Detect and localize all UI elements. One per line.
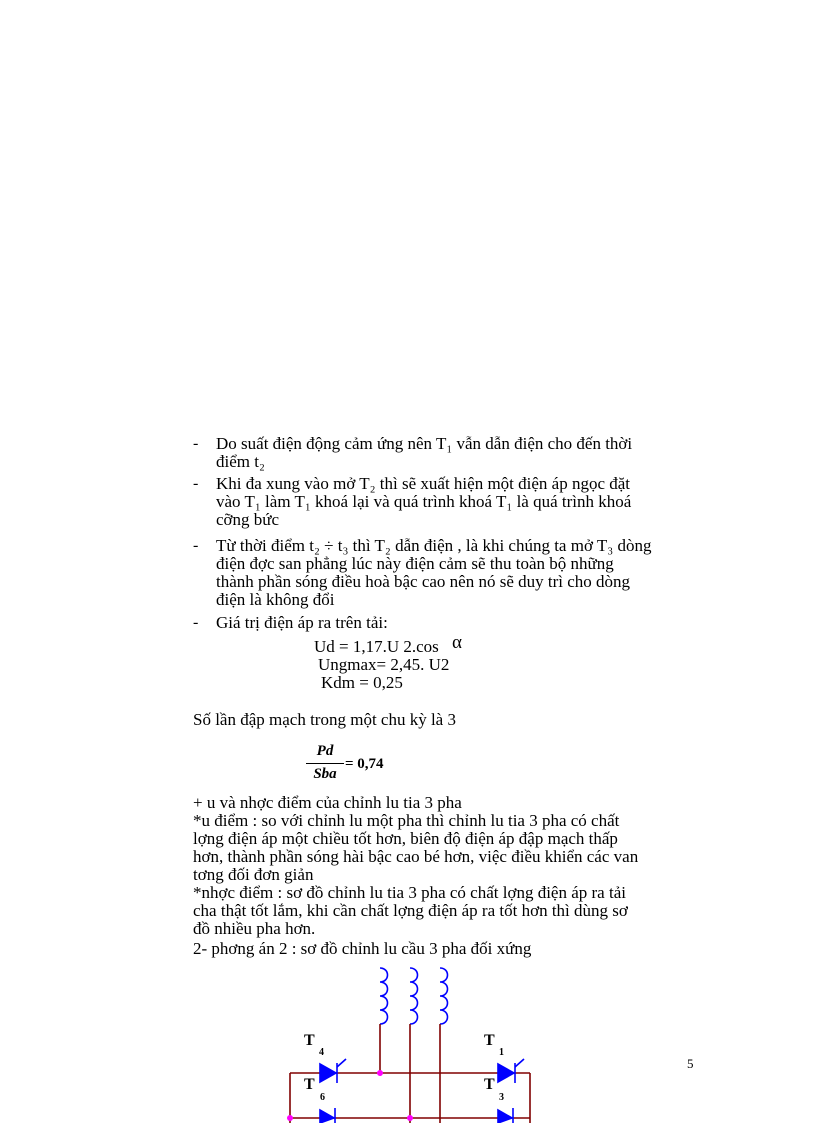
ratio-numerator: Pd xyxy=(316,743,334,759)
label-t6-sub: 6 xyxy=(320,1092,325,1103)
bullet-2-line-1: Khi đa xung vào mở T₂ thì sẽ xuất hiện một điện áp ngọc đặt xyxy=(216,474,631,493)
coil-phase-a xyxy=(380,968,388,1024)
bullet-2-line-2: vào T₁ làm T₁ khoá lại và quá trình khoá T₁ là quá trình khoá xyxy=(216,492,632,511)
thyristor-t3 xyxy=(498,1108,513,1123)
bullet-1-line-1: Do suất điện động cảm ứng nên T₁ vẫn dẫn điện cho đến thời xyxy=(216,434,633,453)
para-line-4: hơn, thành phần sóng hài bậc cao bé hơn, việc điều khiển các van xyxy=(193,847,639,866)
bullet-2-line-3: cỡng bức xyxy=(216,510,280,529)
formula-kdm: Kdm = 0,25 xyxy=(321,673,403,692)
thyristor-t4 xyxy=(320,1059,346,1083)
para-line-3: lợng điện áp một chiều tốt hơn, biên độ điện áp đập mạch thấp xyxy=(193,829,618,848)
bullet-marker: - xyxy=(193,475,199,492)
bullet-marker: - xyxy=(193,614,199,631)
transformer-coils xyxy=(380,968,448,1024)
node-phase-b xyxy=(407,1115,413,1121)
bullet-4-line-1: Giá trị điện áp ra trên tải: xyxy=(216,613,388,632)
thyristor-t1 xyxy=(498,1059,524,1083)
node-phase-a xyxy=(377,1070,383,1076)
bullet-3-line-1: Từ thời điểm t₂ ÷ t₃ thì T₂ dẫn điện , là khi chúng ta mở T₃ dòng xyxy=(216,536,652,555)
para-line-9: 2- phơng án 2 : sơ đồ chỉnh lu cầu 3 pha đối xứng xyxy=(193,939,532,958)
formula-ungmax: Ungmax= 2,45. U2 xyxy=(318,655,450,674)
alpha-symbol: α xyxy=(452,632,462,653)
coil-phase-b xyxy=(410,968,418,1024)
para-line-5: tơng đối đơn giản xyxy=(193,865,314,884)
bullet-marker: - xyxy=(193,435,199,452)
para-line-7: cha thật tốt lắm, khi cần chất lợng điện áp ra tốt hơn thì dùng sơ xyxy=(193,901,628,920)
para-line-6: *nhợc điểm : sơ đồ chỉnh lu tia 3 pha có chất lợng điện áp ra tải xyxy=(193,883,626,902)
ratio-denominator: Sba xyxy=(313,766,337,782)
bullet-marker: - xyxy=(193,537,199,554)
label-t3: T xyxy=(484,1076,495,1093)
coil-phase-c xyxy=(440,968,448,1024)
page-number: 5 xyxy=(687,1056,694,1071)
bullet-3-line-2: điện đợc san phẳng lúc này điện cảm sẽ thu toàn bộ những xyxy=(216,554,614,573)
node-left xyxy=(287,1115,293,1121)
thyristor-t6 xyxy=(320,1108,335,1123)
label-t1: T xyxy=(484,1032,495,1049)
formula-ud: Ud = 1,17.U 2.cos xyxy=(314,637,439,656)
label-t4-sub: 4 xyxy=(319,1047,324,1058)
ripple-count-text: Số lần đập mạch trong một chu kỳ là 3 xyxy=(193,710,456,729)
para-line-8: đồ nhiều pha hơn. xyxy=(193,919,316,938)
bullet-3-line-4: điện là không đổi xyxy=(216,590,335,609)
para-line-1: + u và nhợc điểm của chỉnh lu tia 3 pha xyxy=(193,793,462,812)
ratio-value: = 0,74 xyxy=(345,756,384,772)
label-t6: T xyxy=(304,1076,315,1093)
label-t4: T xyxy=(304,1032,315,1049)
para-line-2: *u điểm : so với chỉnh lu một pha thì chỉnh lu tia 3 pha có chất xyxy=(193,811,620,830)
label-t1-sub: 1 xyxy=(499,1047,504,1058)
label-t3-sub: 3 xyxy=(499,1092,504,1103)
bullet-3-line-3: thành phần sóng điều hoà bậc cao nên nó sẽ duy trì cho dòng xyxy=(216,572,631,591)
bullet-1-line-2: điểm t₂ xyxy=(216,452,265,471)
